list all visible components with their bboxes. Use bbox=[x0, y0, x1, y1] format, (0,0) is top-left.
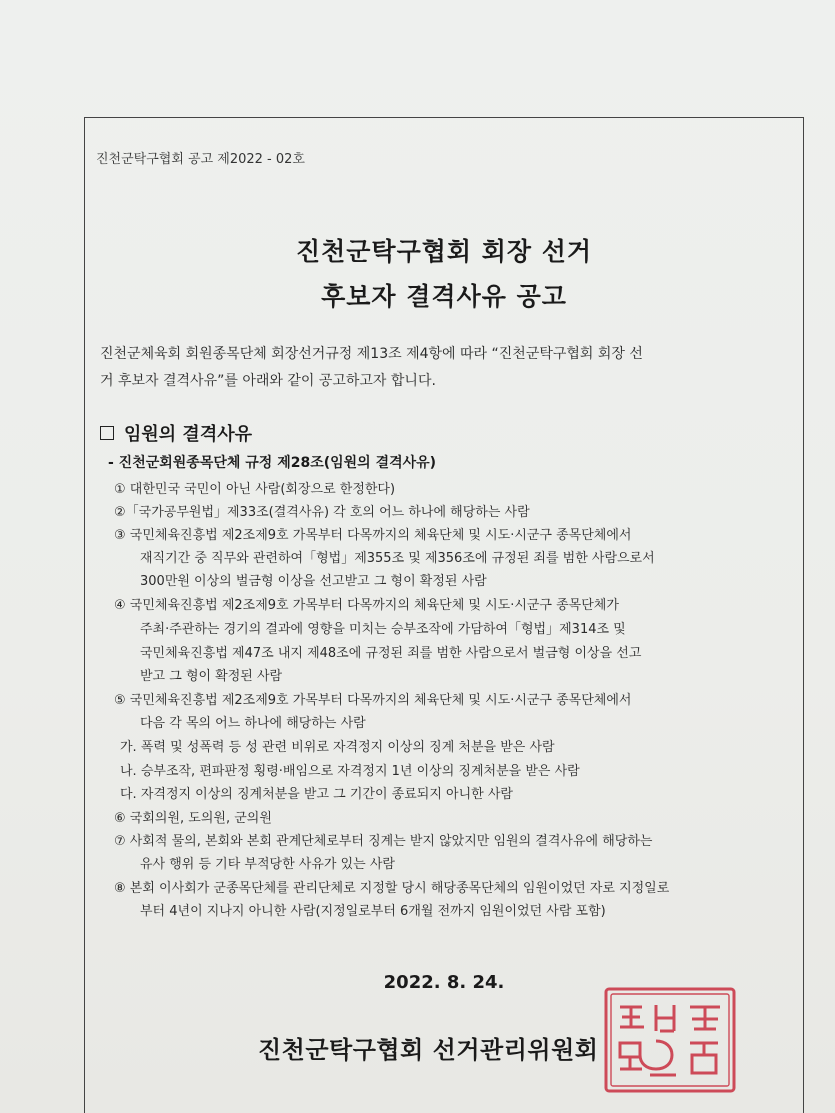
section-heading bbox=[100, 420, 252, 446]
item-line: 유사 행위 등 기타 부적당한 사유가 있는 사람 bbox=[140, 857, 395, 872]
item-line: 국민체육진흥법 제47조 내지 제48조에 규정된 죄를 범한 사람으로서 벌금형 이상을 선고 bbox=[140, 646, 642, 661]
intro-line-2: 거 후보자 결격사유”를 아래와 같이 공고하고자 합니다. bbox=[100, 373, 436, 389]
item-line: 주최·주관하는 경기의 결과에 영향을 미치는 승부조작에 가담하여「형법」제314조 및 bbox=[140, 622, 626, 637]
item-line: 나. 승부조작, 편파판정 횡령·배임으로 자격정지 1년 이상의 징계처분을 받은 사람 bbox=[120, 764, 580, 779]
item-line: ④ 국민체육진흥법 제2조제9호 가목부터 다목까지의 체육단체 및 시도·시군구 종목단체가 bbox=[114, 598, 619, 613]
item-line: ① 대한민국 국민이 아닌 사람(회장으로 한정한다) bbox=[114, 482, 396, 497]
official-seal-stamp bbox=[600, 985, 740, 1095]
section-title: 임원의 결격사유 bbox=[124, 424, 252, 445]
item-line: ⑥ 국회의원, 도의원, 군의원 bbox=[114, 811, 272, 826]
organization-name: 진천군탁구협회 선거관리위원회 bbox=[258, 1036, 599, 1064]
item-line: ⑤ 국민체육진흥법 제2조제9호 가목부터 다목까지의 체육단체 및 시도·시군구 종목단체에서 bbox=[114, 693, 632, 708]
doc-number: 진천군탁구협회 공고 제2022 - 02호 bbox=[96, 152, 305, 167]
checkbox-icon bbox=[100, 426, 114, 440]
item-line: 받고 그 형이 확정된 사람 bbox=[140, 669, 283, 684]
item-line: 재직기간 중 직무와 관련하여「형법」제355조 및 제356조에 규정된 죄를 범한 사람으로서 bbox=[140, 551, 655, 566]
item-line: ⑦ 사회적 물의, 본회와 본회 관계단체로부터 징계는 받지 않았지만 임원의 결격사유에 해당하는 bbox=[114, 834, 653, 849]
intro-line-1: 진천군체육회 회원종목단체 회장선거규정 제13조 제4항에 따라 “진천군탁구협회 회장 선 bbox=[100, 346, 643, 362]
item-line: 다. 자격정지 이상의 징계처분을 받고 그 기간이 종료되지 아니한 사람 bbox=[120, 787, 513, 802]
title-line-1: 진천군탁구협회 회장 선거 bbox=[295, 237, 593, 266]
item-line: 부터 4년이 지나지 아니한 사람(지정일로부터 6개월 전까지 임원이었던 사람 포함) bbox=[140, 904, 606, 919]
subsection-title: - 진천군회원종목단체 규정 제28조(임원의 결격사유) bbox=[108, 455, 437, 471]
item-line: 가. 폭력 및 성폭력 등 성 관련 비위로 자격정지 이상의 징계 처분을 받은 사람 bbox=[120, 740, 555, 755]
title-line-2: 후보자 결격사유 공고 bbox=[321, 282, 567, 311]
item-line: ③ 국민체육진흥법 제2조제9호 가목부터 다목까지의 체육단체 및 시도·시군구 종목단체에서 bbox=[114, 528, 632, 543]
item-line: 300만원 이상의 벌금형 이상을 선고받고 그 형이 확정된 사람 bbox=[140, 574, 487, 589]
item-line: ②「국가공무원법」제33조(결격사유) 각 호의 어느 하나에 해당하는 사람 bbox=[114, 505, 530, 520]
announcement-date: 2022. 8. 24. bbox=[383, 972, 505, 993]
item-line: ⑧ 본회 이사회가 군종목단체를 관리단체로 지정할 당시 해당종목단체의 임원이었던 자로 지정일로 bbox=[114, 881, 670, 896]
item-line: 다음 각 목의 어느 하나에 해당하는 사람 bbox=[140, 716, 366, 731]
